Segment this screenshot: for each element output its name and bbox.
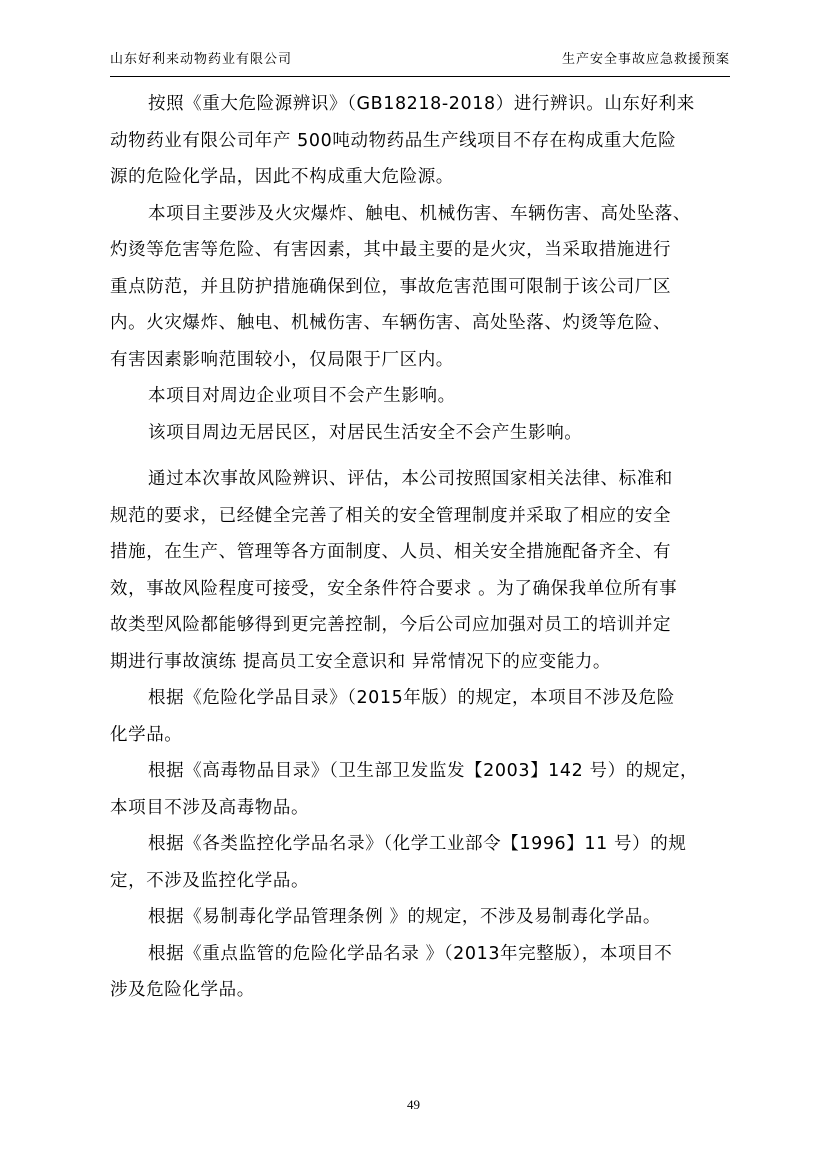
- paragraph-7-line-2: 本项目不涉及高毒物品。: [110, 797, 310, 818]
- paragraph-2-line-2: 灼烫等危害等危险、有害因素，其中最主要的是火灾，当采取措施进行: [110, 240, 672, 260]
- paragraph-5-line-6: 期进行事故演练 提高员工安全意识和 异常情况下的应变能力。: [110, 651, 612, 672]
- paragraph-5-line-5: 故类型风险都能够得到更完善控制，今后公司应加强对员工的培训并定: [110, 615, 672, 635]
- paragraph-9-line-1: 根据《易制毒化学品管理条例 》的规定，不涉及易制毒化学品。: [148, 907, 661, 927]
- paragraph-4-line-1: 该项目周边无居民区，对居民生活安全不会产生影响。: [148, 422, 583, 443]
- paragraph-2-line-1: 本项目主要涉及火灾爆炸、触电、机械伤害、车辆伤害、高处坠落、: [148, 203, 691, 224]
- paragraph-2-line-3: 重点防范，并且防护措施确保到位，事故危害范围可限制于该公司厂区: [110, 276, 672, 297]
- paragraph-3-line-1: 本项目对周边企业项目不会产生影响。: [148, 386, 456, 406]
- paragraph-2-line-4: 内。火灾爆炸、触电、机械伤害、车辆伤害、高处坠落、灼烫等危险、: [110, 313, 672, 333]
- paragraph-10-line-2: 涉及危险化学品。: [110, 980, 255, 1000]
- paragraph-1-line-3: 源的危险化学品，因此不构成重大危险源。: [110, 167, 454, 187]
- header-company-name: 山东好利来动物药业有限公司: [110, 52, 293, 67]
- paragraph-2-line-5: 有害因素影响范围较小，仅局限于厂区内。: [110, 349, 454, 370]
- paragraph-5-line-2: 规范的要求，已经健全完善了相关的安全管理制度并采取了相应的安全: [110, 505, 672, 526]
- body-text: [110, 86, 730, 1009]
- page-number: 49: [407, 1097, 420, 1112]
- paragraph-10-line-1: 根据《重点监管的危险化学品名录 》（2013年完整版），本项目不: [148, 943, 673, 964]
- paragraph-8-line-2: 定，不涉及监控化学品。: [110, 870, 310, 891]
- paragraph-1-line-1: 按照《重大危险源辨识》（GB18218-2018）进行辨识。山东好利来: [148, 94, 695, 114]
- paragraph-7-line-1: 根据《高毒物品目录》（卫生部卫发监发【2003】142 号）的规定，: [148, 761, 699, 781]
- paragraph-6-line-1: 根据《危险化学品目录》（2015年版）的规定，本项目不涉及危险: [148, 688, 675, 708]
- paragraph-8-line-1: 根据《各类监控化学品名录》（化学工业部令【1996】11 号）的规: [148, 834, 687, 854]
- paragraph-5-line-3: 措施，在生产、管理等各方面制度、人员、相关安全措施配备齐全、有: [110, 542, 672, 562]
- paragraph-5-line-1: 通过本次事故风险辨识、评估，本公司按照国家相关法律、标准和: [148, 469, 673, 489]
- paragraph-5-line-4: 效，事故风险程度可接受，安全条件符合要求 。为了确保我单位所有事: [110, 578, 678, 599]
- paragraph-6-line-2: 化学品。: [110, 724, 183, 745]
- paragraph-gap: [110, 451, 730, 461]
- paragraph-1-line-2: 动物药业有限公司年产 500吨动物药品生产线项目不存在构成重大危险: [110, 130, 677, 151]
- page-header: [110, 50, 730, 77]
- header-document-title: 生产安全事故应急救援预案: [561, 52, 730, 67]
